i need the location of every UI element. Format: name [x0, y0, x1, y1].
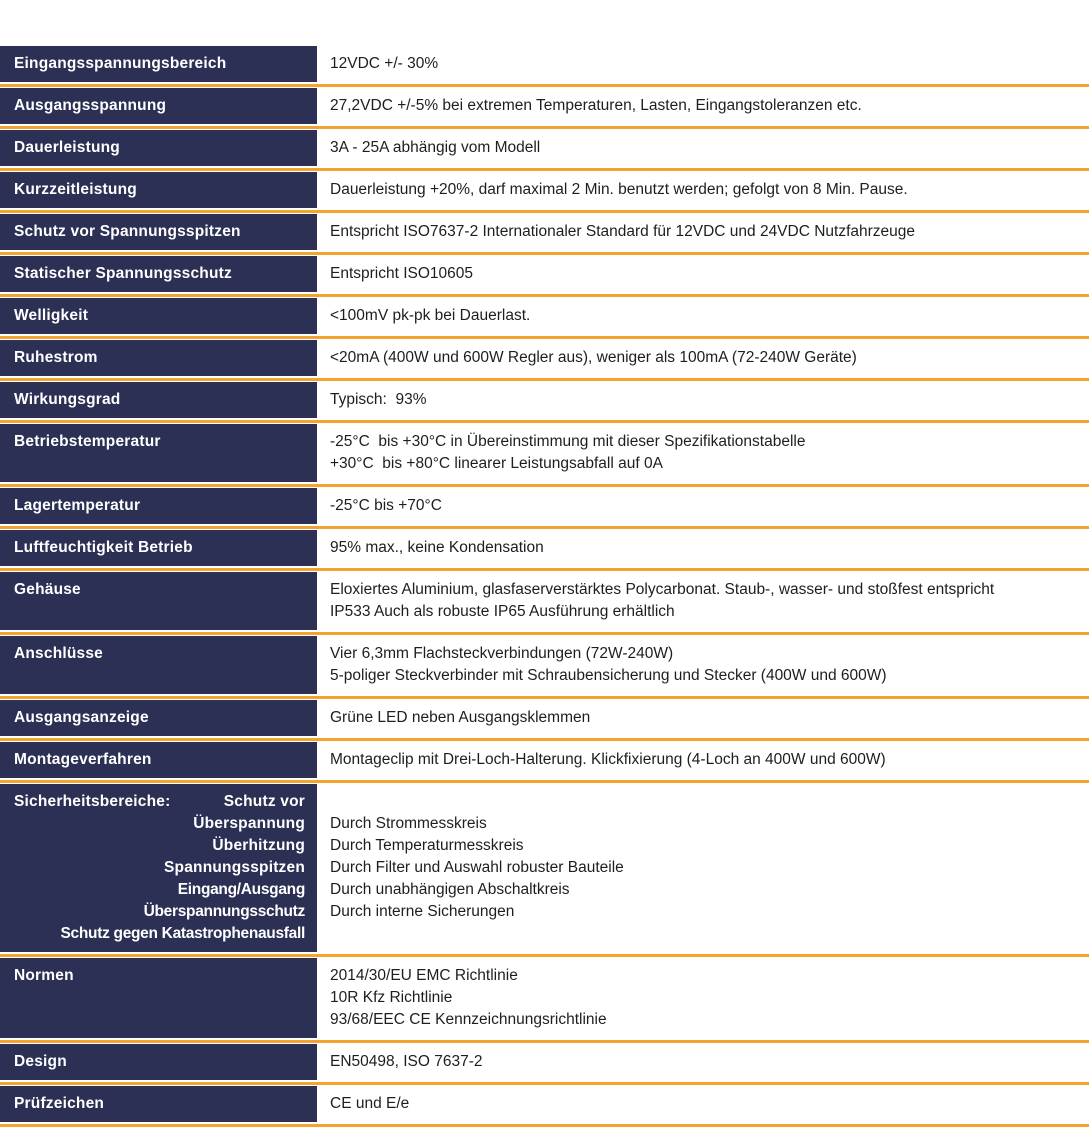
spec-value [317, 88, 1089, 124]
spec-value-line: 27,2VDC +/-5% bei extremen Temperaturen, Lasten, Eingangstoleranzen etc. [330, 97, 862, 114]
spec-value [317, 700, 1089, 736]
table-row [0, 958, 1089, 1038]
spec-value-line: Eloxiertes Aluminium, glasfaserverstärktes Polycarbonat. Staub-, wasser- und stoßfest entspricht [330, 581, 995, 598]
row-separator [0, 484, 1089, 487]
row-separator [0, 168, 1089, 171]
table-row [0, 742, 1089, 778]
spec-value-line: Durch Temperaturmesskreis [330, 837, 524, 854]
spec-label: Prüfzeichen [0, 1086, 317, 1122]
row-separator [0, 738, 1089, 741]
table-row [0, 424, 1089, 482]
row-separator [0, 696, 1089, 699]
spec-value-line: 95% max., keine Kondensation [330, 539, 544, 556]
spec-value [317, 784, 1089, 952]
spec-value-line: Durch unabhängigen Abschaltkreis [330, 881, 570, 898]
row-separator [0, 336, 1089, 339]
spec-value-line: 10R Kfz Richtlinie [330, 989, 453, 1006]
spec-label: Ausgangsanzeige [0, 700, 317, 736]
spec-value-line: 5-poliger Steckverbinder mit Schraubensicherung und Stecker (400W und 600W) [330, 667, 887, 684]
table-row [0, 88, 1089, 124]
group-sub-label: Schutz vor [223, 793, 305, 810]
table-row [0, 530, 1089, 566]
table-row [0, 488, 1089, 524]
row-separator [0, 378, 1089, 381]
spec-value [317, 530, 1089, 566]
spec-label: Ruhestrom [0, 340, 317, 376]
spec-value [317, 636, 1089, 694]
spec-value [317, 256, 1089, 292]
spec-value-line: Typisch: 93% [330, 391, 427, 408]
spec-value-line: <100mV pk-pk bei Dauerlast. [330, 307, 531, 324]
spec-value [317, 572, 1089, 630]
spec-label: Design [0, 1044, 317, 1080]
spec-value-line: Entspricht ISO7637-2 Internationaler Standard für 12VDC und 24VDC Nutzfahrzeuge [330, 223, 916, 240]
spec-value [317, 1044, 1089, 1080]
spec-label: Luftfeuchtigkeit Betrieb [0, 530, 317, 566]
row-separator [0, 252, 1089, 255]
group-label-title: Sicherheitsbereiche: [14, 793, 171, 810]
table-row [0, 1044, 1089, 1080]
spec-value-line: 2014/30/EU EMC Richtlinie [330, 967, 518, 984]
spec-value [317, 424, 1089, 482]
row-separator [0, 294, 1089, 297]
spec-label: Normen [0, 958, 317, 1038]
spec-value-line: Vier 6,3mm Flachsteckverbindungen (72W-240W) [330, 645, 674, 662]
spec-value-line: Entspricht ISO10605 [330, 265, 474, 282]
spec-value-line: -25°C bis +30°C in Übereinstimmung mit dieser Spezifikationstabelle [330, 433, 806, 450]
spec-value [317, 488, 1089, 524]
table-row [0, 340, 1089, 376]
row-separator [0, 84, 1089, 87]
table-row [0, 298, 1089, 334]
row-separator [0, 954, 1089, 957]
spec-value-line: 3A - 25A abhängig vom Modell [330, 139, 541, 156]
spec-value-line: 12VDC +/- 30% [330, 55, 439, 72]
spec-table [0, 46, 1089, 1127]
spec-label: Anschlüsse [0, 636, 317, 694]
row-separator [0, 126, 1089, 129]
table-row [0, 636, 1089, 694]
spec-value [317, 1086, 1089, 1122]
spec-label: Schutz vor Spannungsspitzen [0, 214, 317, 250]
spec-label: Kurzzeitleistung [0, 172, 317, 208]
table-row-group [0, 784, 1089, 952]
spec-value-line: +30°C bis +80°C linearer Leistungsabfall auf 0A [330, 455, 663, 472]
spec-value-line: EN50498, ISO 7637-2 [330, 1053, 483, 1070]
row-separator [0, 1124, 1089, 1127]
spec-label: Montageverfahren [0, 742, 317, 778]
spec-value-line: -25°C bis +70°C [330, 497, 442, 514]
spec-label: Wirkungsgrad [0, 382, 317, 418]
group-sub-label: Schutz gegen Katastrophenausfall [60, 925, 305, 942]
spec-value-line: IP533 Auch als robuste IP65 Ausführung erhältlich [330, 603, 675, 620]
row-separator [0, 420, 1089, 423]
spec-value [317, 130, 1089, 166]
row-separator [0, 568, 1089, 571]
spec-label: Gehäuse [0, 572, 317, 630]
group-sub-label: Überspannung [193, 815, 305, 832]
table-row [0, 382, 1089, 418]
row-separator [0, 632, 1089, 635]
group-sub-label: Spannungsspitzen [164, 859, 305, 876]
table-row [0, 46, 1089, 82]
spec-value-line: Durch interne Sicherungen [330, 903, 515, 920]
spec-value [317, 382, 1089, 418]
spec-value-line: Durch Strommesskreis [330, 815, 487, 832]
spec-label: Ausgangsspannung [0, 88, 317, 124]
table-row [0, 700, 1089, 736]
spec-value-line: Durch Filter und Auswahl robuster Bauteile [330, 859, 624, 876]
spec-value-line: CE und E/e [330, 1095, 410, 1112]
row-separator [0, 780, 1089, 783]
row-separator [0, 526, 1089, 529]
row-separator [0, 1040, 1089, 1043]
spec-value-line: Montageclip mit Drei-Loch-Halterung. Klickfixierung (4-Loch an 400W und 600W) [330, 751, 886, 768]
spec-label: Eingangsspannungsbereich [0, 46, 317, 82]
table-row [0, 130, 1089, 166]
spec-value-line: <20mA (400W und 600W Regler aus), weniger als 100mA (72-240W Geräte) [330, 349, 857, 366]
spec-label [0, 784, 317, 952]
row-separator [0, 1082, 1089, 1085]
spec-label: Dauerleistung [0, 130, 317, 166]
spec-value [317, 46, 1089, 82]
spec-value [317, 958, 1089, 1038]
table-row [0, 572, 1089, 630]
spec-label: Statischer Spannungsschutz [0, 256, 317, 292]
group-sub-label: Überhitzung [212, 837, 305, 854]
spec-value [317, 298, 1089, 334]
table-row [0, 172, 1089, 208]
spec-value [317, 742, 1089, 778]
spec-value-line: 93/68/EEC CE Kennzeichnungsrichtlinie [330, 1011, 607, 1028]
spec-value [317, 172, 1089, 208]
spec-label: Betriebstemperatur [0, 424, 317, 482]
spec-value-line: Grüne LED neben Ausgangsklemmen [330, 709, 591, 726]
spec-value [317, 340, 1089, 376]
table-row [0, 256, 1089, 292]
group-sub-label: Eingang/Ausgang Überspannungsschutz [143, 881, 305, 920]
spec-label: Lagertemperatur [0, 488, 317, 524]
table-row [0, 1086, 1089, 1122]
spec-value-line: Dauerleistung +20%, darf maximal 2 Min. benutzt werden; gefolgt von 8 Min. Pause. [330, 181, 908, 198]
spec-value [317, 214, 1089, 250]
table-row [0, 214, 1089, 250]
group-label-line [14, 791, 305, 813]
spec-label: Welligkeit [0, 298, 317, 334]
row-separator [0, 210, 1089, 213]
